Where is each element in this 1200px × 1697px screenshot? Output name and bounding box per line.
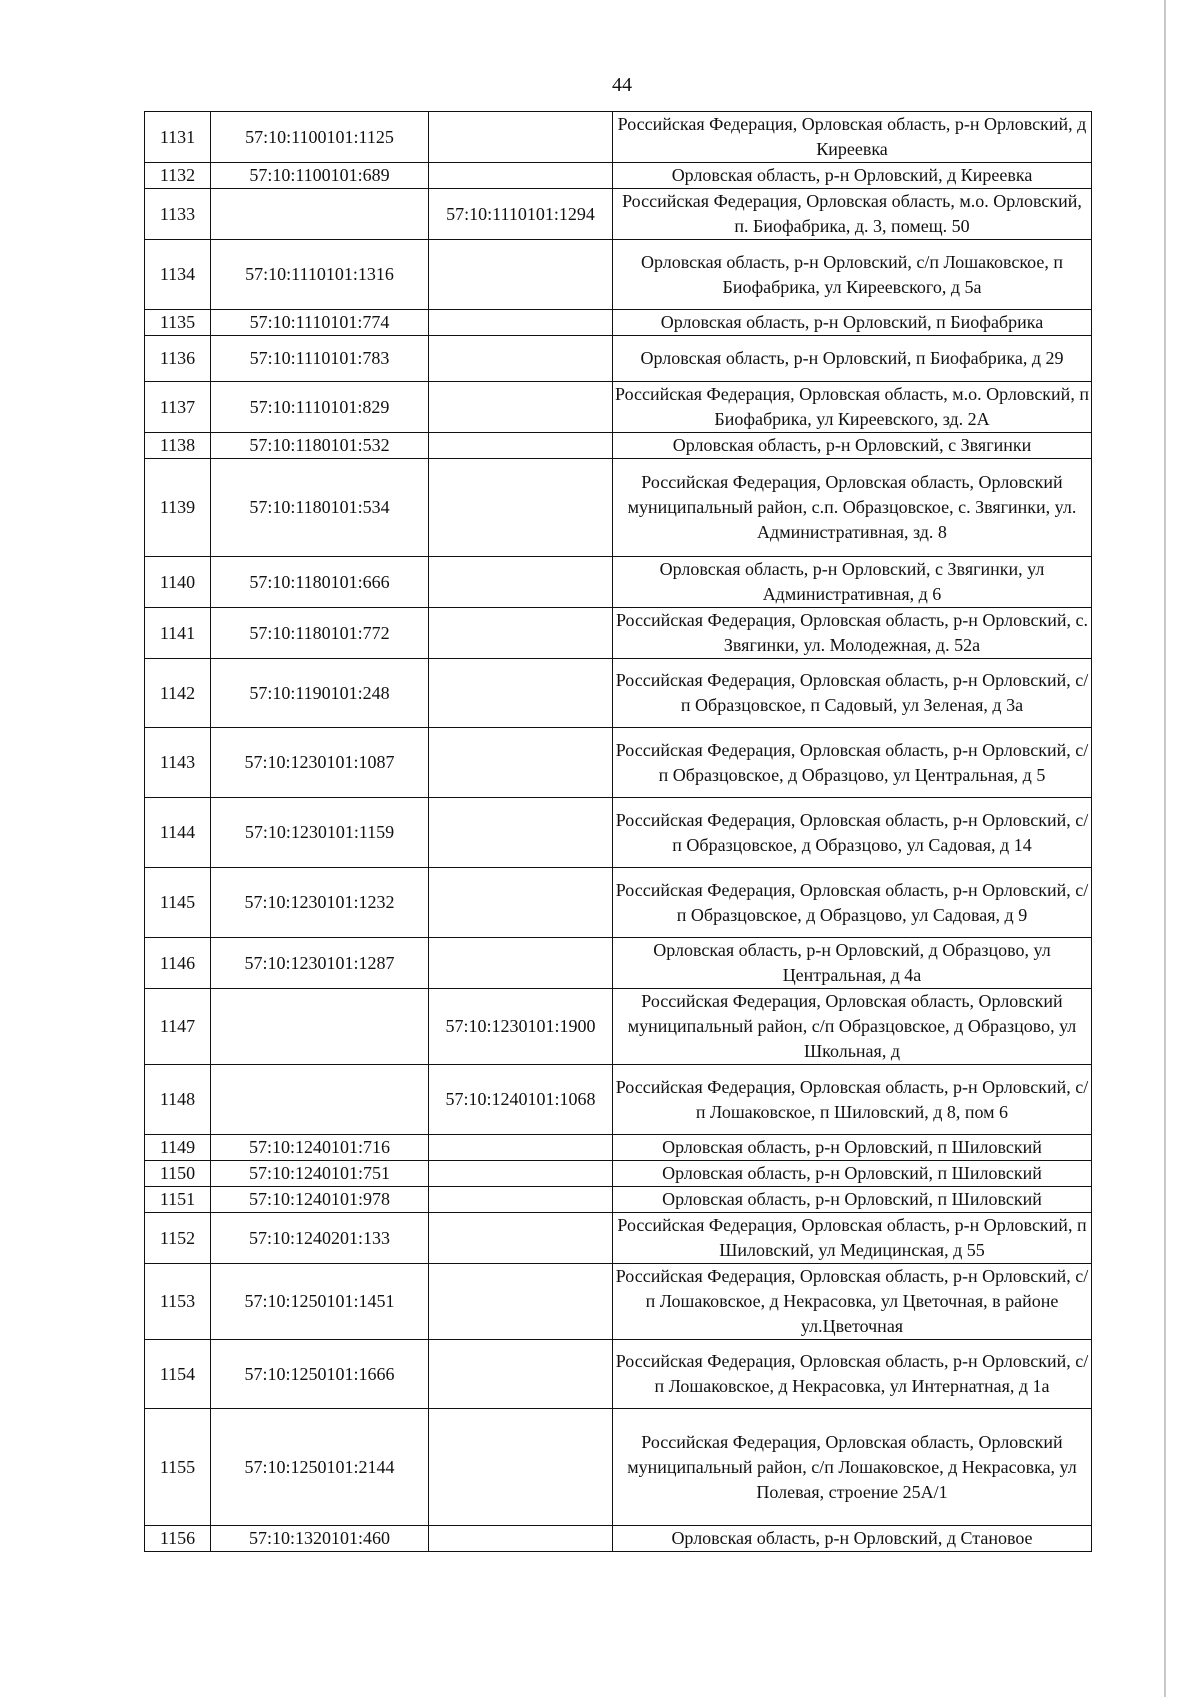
table-row: [145, 240, 1092, 310]
cadastral-number-cell: 57:10:1240101:751: [211, 1161, 429, 1187]
row-number-cell: 1147: [145, 989, 211, 1065]
row-number-cell: 1148: [145, 1065, 211, 1135]
address-cell: Орловская область, р-н Орловский, п Шиловский: [613, 1187, 1092, 1213]
address-cell: Российская Федерация, Орловская область, м.о. Орловский, п. Биофабрика, д. 3, помещ. 50: [613, 189, 1092, 240]
table-row: [145, 1161, 1092, 1187]
table-row: [145, 1187, 1092, 1213]
address-cell: Орловская область, р-н Орловский, п Шиловский: [613, 1135, 1092, 1161]
address-cell: Российская Федерация, Орловская область, р-н Орловский, с/п Образцовское, д Образцово, ул Центральная, д 5: [613, 728, 1092, 798]
table-row: [145, 1526, 1092, 1552]
table-row: [145, 189, 1092, 240]
address-cell: Орловская область, р-н Орловский, д Становое: [613, 1526, 1092, 1552]
cadastral-number-cell: 57:10:1110101:783: [211, 336, 429, 382]
cadastral-number-cell: 57:10:1180101:772: [211, 608, 429, 659]
table-row: [145, 433, 1092, 459]
building-number-cell: [429, 728, 613, 798]
cadastral-number-cell: [211, 189, 429, 240]
row-number-cell: 1151: [145, 1187, 211, 1213]
row-number-cell: 1142: [145, 659, 211, 728]
address-cell: Орловская область, р-н Орловский, п Биофабрика: [613, 310, 1092, 336]
building-number-cell: [429, 1135, 613, 1161]
building-number-cell: [429, 938, 613, 989]
cadastral-number-cell: 57:10:1180101:532: [211, 433, 429, 459]
table-row: [145, 1065, 1092, 1135]
row-number-cell: 1138: [145, 433, 211, 459]
cadastral-number-cell: 57:10:1110101:829: [211, 382, 429, 433]
building-number-cell: [429, 1409, 613, 1526]
building-number-cell: [429, 608, 613, 659]
row-number-cell: 1131: [145, 112, 211, 163]
table-row: [145, 112, 1092, 163]
building-number-cell: [429, 163, 613, 189]
table-row: [145, 310, 1092, 336]
building-number-cell: [429, 1340, 613, 1409]
address-cell: Российская Федерация, Орловская область, р-н Орловский, с/п Лошаковское, д Некрасовка, ул Цветочная, в районе ул.Цветочная: [613, 1264, 1092, 1340]
table-row: [145, 1264, 1092, 1340]
property-table: [144, 111, 1092, 1552]
table-row: [145, 163, 1092, 189]
building-number-cell: [429, 1187, 613, 1213]
table-row: [145, 728, 1092, 798]
address-cell: Российская Федерация, Орловская область, р-н Орловский, с/п Лошаковское, д Некрасовка, ул Интернатная, д 1а: [613, 1340, 1092, 1409]
table-row: [145, 989, 1092, 1065]
building-number-cell: [429, 382, 613, 433]
cadastral-number-cell: 57:10:1250101:1666: [211, 1340, 429, 1409]
cadastral-number-cell: 57:10:1110101:1316: [211, 240, 429, 310]
table-row: [145, 1409, 1092, 1526]
table-row: [145, 1135, 1092, 1161]
cadastral-number-cell: [211, 1065, 429, 1135]
cadastral-number-cell: 57:10:1100101:689: [211, 163, 429, 189]
address-cell: Российская Федерация, Орловская область, м.о. Орловский, п Биофабрика, ул Киреевского, зд. 2А: [613, 382, 1092, 433]
cadastral-number-cell: 57:10:1240101:716: [211, 1135, 429, 1161]
table-row: [145, 608, 1092, 659]
row-number-cell: 1156: [145, 1526, 211, 1552]
table-row: [145, 459, 1092, 557]
address-cell: Российская Федерация, Орловская область, Орловский муниципальный район, с/п Образцовское, д Образцово, ул Школьная, д: [613, 989, 1092, 1065]
building-number-cell: [429, 310, 613, 336]
address-cell: Орловская область, р-н Орловский, с Звягинки, ул Административная, д 6: [613, 557, 1092, 608]
building-number-cell: [429, 459, 613, 557]
building-number-cell: [429, 433, 613, 459]
address-cell: Орловская область, р-н Орловский, п Биофабрика, д 29: [613, 336, 1092, 382]
building-number-cell: 57:10:1110101:1294: [429, 189, 613, 240]
address-cell: Российская Федерация, Орловская область, р-н Орловский, с/п Образцовское, д Образцово, ул Садовая, д 9: [613, 868, 1092, 938]
row-number-cell: 1137: [145, 382, 211, 433]
cadastral-number-cell: 57:10:1240201:133: [211, 1213, 429, 1264]
table-row: [145, 557, 1092, 608]
address-cell: Российская Федерация, Орловская область, р-н Орловский, с/п Образцовское, д Образцово, ул Садовая, д 14: [613, 798, 1092, 868]
cadastral-number-cell: 57:10:1240101:978: [211, 1187, 429, 1213]
building-number-cell: 57:10:1230101:1900: [429, 989, 613, 1065]
cadastral-number-cell: 57:10:1230101:1287: [211, 938, 429, 989]
cadastral-number-cell: 57:10:1230101:1159: [211, 798, 429, 868]
address-cell: Орловская область, р-н Орловский, д Образцово, ул Центральная, д 4а: [613, 938, 1092, 989]
address-cell: Российская Федерация, Орловская область, р-н Орловский, с/п Лошаковское, п Шиловский, д 8, пом 6: [613, 1065, 1092, 1135]
address-cell: Российская Федерация, Орловская область, р-н Орловский, с. Звягинки, ул. Молодежная, д. 52а: [613, 608, 1092, 659]
cadastral-number-cell: 57:10:1180101:666: [211, 557, 429, 608]
row-number-cell: 1155: [145, 1409, 211, 1526]
row-number-cell: 1152: [145, 1213, 211, 1264]
building-number-cell: [429, 240, 613, 310]
page-edge-line: [1164, 0, 1166, 1697]
row-number-cell: 1132: [145, 163, 211, 189]
table-row: [145, 798, 1092, 868]
address-cell: Орловская область, р-н Орловский, п Шиловский: [613, 1161, 1092, 1187]
row-number-cell: 1143: [145, 728, 211, 798]
row-number-cell: 1139: [145, 459, 211, 557]
building-number-cell: [429, 112, 613, 163]
building-number-cell: [429, 336, 613, 382]
building-number-cell: [429, 1526, 613, 1552]
building-number-cell: [429, 557, 613, 608]
cadastral-number-cell: 57:10:1230101:1232: [211, 868, 429, 938]
row-number-cell: 1134: [145, 240, 211, 310]
table-row: [145, 1340, 1092, 1409]
building-number-cell: [429, 1213, 613, 1264]
building-number-cell: [429, 1161, 613, 1187]
row-number-cell: 1135: [145, 310, 211, 336]
address-cell: Российская Федерация, Орловская область, р-н Орловский, д Киреевка: [613, 112, 1092, 163]
cadastral-number-cell: 57:10:1250101:2144: [211, 1409, 429, 1526]
address-cell: Орловская область, р-н Орловский, с Звягинки: [613, 433, 1092, 459]
row-number-cell: 1140: [145, 557, 211, 608]
building-number-cell: [429, 659, 613, 728]
building-number-cell: [429, 1264, 613, 1340]
row-number-cell: 1153: [145, 1264, 211, 1340]
row-number-cell: 1136: [145, 336, 211, 382]
address-cell: Орловская область, р-н Орловский, д Киреевка: [613, 163, 1092, 189]
table-row: [145, 938, 1092, 989]
row-number-cell: 1146: [145, 938, 211, 989]
property-table-body: [145, 112, 1092, 1552]
address-cell: Российская Федерация, Орловская область, Орловский муниципальный район, с.п. Образцовское, с. Звягинки, ул. Административная, зд. 8: [613, 459, 1092, 557]
cadastral-number-cell: 57:10:1180101:534: [211, 459, 429, 557]
building-number-cell: [429, 798, 613, 868]
table-row: [145, 868, 1092, 938]
row-number-cell: 1149: [145, 1135, 211, 1161]
row-number-cell: 1145: [145, 868, 211, 938]
page-number: 44: [612, 74, 632, 96]
address-cell: Российская Федерация, Орловская область, р-н Орловский, с/п Образцовское, п Садовый, ул Зеленая, д 3а: [613, 659, 1092, 728]
row-number-cell: 1154: [145, 1340, 211, 1409]
address-cell: Российская Федерация, Орловская область, р-н Орловский, п Шиловский, ул Медицинская, д 55: [613, 1213, 1092, 1264]
table-row: [145, 336, 1092, 382]
table-row: [145, 1213, 1092, 1264]
table-row: [145, 659, 1092, 728]
cadastral-number-cell: 57:10:1230101:1087: [211, 728, 429, 798]
cadastral-number-cell: 57:10:1190101:248: [211, 659, 429, 728]
building-number-cell: 57:10:1240101:1068: [429, 1065, 613, 1135]
cadastral-number-cell: 57:10:1100101:1125: [211, 112, 429, 163]
table-row: [145, 382, 1092, 433]
row-number-cell: 1150: [145, 1161, 211, 1187]
row-number-cell: 1144: [145, 798, 211, 868]
cadastral-number-cell: [211, 989, 429, 1065]
address-cell: Российская Федерация, Орловская область, Орловский муниципальный район, с/п Лошаковское, д Некрасовка, ул Полевая, строение 25А/1: [613, 1409, 1092, 1526]
cadastral-number-cell: 57:10:1250101:1451: [211, 1264, 429, 1340]
row-number-cell: 1133: [145, 189, 211, 240]
cadastral-number-cell: 57:10:1320101:460: [211, 1526, 429, 1552]
address-cell: Орловская область, р-н Орловский, с/п Лошаковское, п Биофабрика, ул Киреевского, д 5а: [613, 240, 1092, 310]
building-number-cell: [429, 868, 613, 938]
cadastral-number-cell: 57:10:1110101:774: [211, 310, 429, 336]
row-number-cell: 1141: [145, 608, 211, 659]
